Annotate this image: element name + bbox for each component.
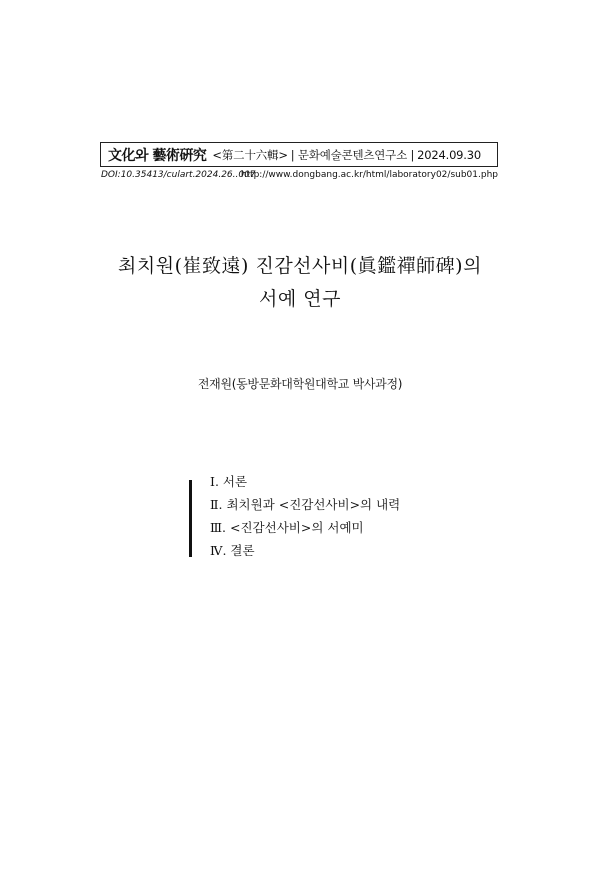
- paper-title-line1: 최치원(崔致遠) 진감선사비(眞鑑禪師碑)의: [118, 255, 482, 277]
- journal-publisher: | 문화예술콘텐츠연구소 |: [290, 147, 415, 162]
- paper-title-line2: 서예 연구: [259, 288, 341, 310]
- toc-item: Ⅱ. 최치원과 <진감선사비>의 내력: [210, 497, 401, 512]
- toc-item: Ⅳ. 결론: [210, 543, 255, 558]
- table-of-contents: [210, 470, 400, 562]
- toc-vertical-bar: [189, 480, 192, 557]
- journal-header-box: [100, 142, 498, 167]
- journal-date: 2024.09.30: [417, 147, 481, 162]
- journal-url[interactable]: http://www.dongbang.ac.kr/html/laboratory02/sub01.php: [240, 170, 498, 180]
- journal-issue: <第二十六輯>: [212, 147, 288, 162]
- doi-text: DOI:10.35413/culart.2024.26..007: [101, 170, 256, 180]
- toc-item: Ⅲ. <진감선사비>의 서예미: [210, 520, 364, 535]
- journal-logo: 文化와 藝術硏究: [108, 147, 207, 164]
- author-affiliation: 전재원(동방문화대학원대학교 박사과정): [197, 377, 403, 391]
- toc-item: Ⅰ. 서론: [210, 474, 248, 489]
